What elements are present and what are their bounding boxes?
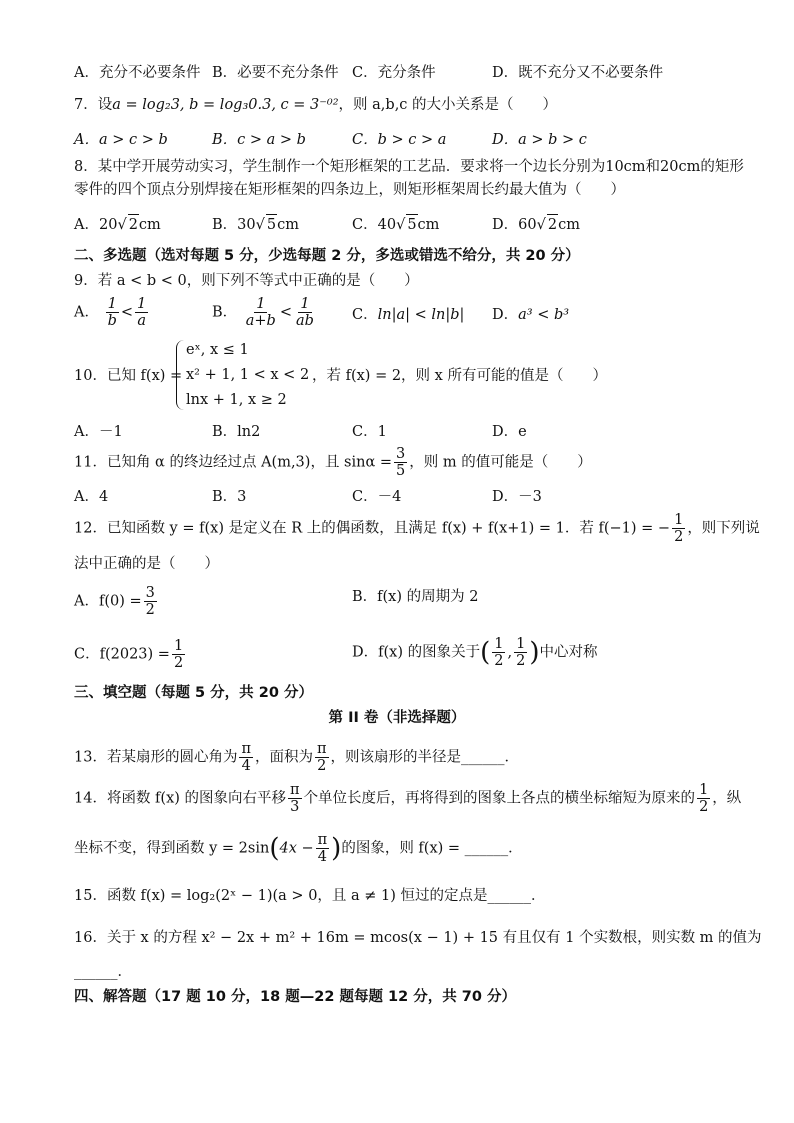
q7-option-b: B．c > a > b bbox=[212, 132, 306, 148]
q6-option-c: C．充分条件 bbox=[352, 65, 436, 81]
q10-option-c: C．1 bbox=[352, 424, 387, 440]
q9-a-frac2: $\frac{1}{a}$ bbox=[137, 296, 147, 329]
q10-brace bbox=[176, 340, 185, 410]
q16-line2: ______． bbox=[74, 964, 132, 980]
q12-line1: 12．已知函数 y = f(x) 是定义在 R 上的偶函数，且满足 f(x) + f(x+1) = 1．若 f(−1) = − $\frac{1}{2}$ ，则下列说 bbox=[74, 512, 760, 545]
part2-title: 第 II 卷（非选择题） bbox=[328, 710, 466, 726]
q10-piece3: lnx + 1, x ≥ 2 bbox=[186, 392, 287, 408]
q11-frac: $\frac{3}{5}$ bbox=[396, 446, 406, 479]
q9-option-d: D．a³ < b³ bbox=[492, 307, 570, 323]
q10-suffix: ，若 f(x) = 2，则 x 所有可能的值是（ ） bbox=[312, 368, 607, 384]
q7-option-c: C．b > c > a bbox=[352, 132, 447, 148]
q9-stem: 9．若 a < b < 0，则下列不等式中正确的是（ ） bbox=[74, 273, 419, 289]
q6-option-d: D．既不充分又不必要条件 bbox=[492, 65, 664, 81]
q10-option-b: B．ln2 bbox=[212, 424, 261, 440]
q12-option-b: B．f(x) 的周期为 2 bbox=[352, 589, 479, 605]
q9-b-frac1: $\frac{1}{a+b}$ bbox=[245, 296, 276, 329]
q7-option-a: A．a > c > b bbox=[74, 132, 168, 148]
q8-line2: 零件的四个顶点分别焊接在矩形框架的四条边上，则矩形框架周长约最大值为（ ） bbox=[74, 182, 625, 198]
q8-option-c: C．40√ 5cm bbox=[352, 214, 439, 235]
q6-option-b: B．必要不充分条件 bbox=[212, 65, 339, 81]
q15-stem: 15．函数 f(x) = log₂(2ˣ − 1)(a > 0，且 a ≠ 1) 恒过的定点是______． bbox=[74, 888, 546, 904]
q13-stem: 13．若某扇形的圆心角为 $\frac{\pi}{4}$ ，面积为 $\frac{\pi}{2}$ ，则该扇形的半径是______． bbox=[74, 741, 520, 774]
section3-title: 三、填空题（每题 5 分，共 20 分） bbox=[74, 685, 313, 701]
q11-option-b: B．3 bbox=[212, 489, 247, 505]
q12-option-c: C．f(2023) = $\frac{1}{2}$ bbox=[74, 638, 184, 671]
q9-a-frac1: $\frac{1}{b}$ bbox=[107, 296, 117, 329]
q7-prefix: 7．设 bbox=[74, 97, 113, 113]
q10-option-a: A．－1 bbox=[74, 424, 123, 440]
q8-option-b: B．30√ 5cm bbox=[212, 214, 299, 235]
q7-suffix: ，则 a,b,c 的大小关系是（ ） bbox=[338, 97, 558, 113]
q6-option-a: A．充分不必要条件 bbox=[74, 65, 201, 81]
q11-option-c: C．－4 bbox=[352, 489, 402, 505]
q10-piece1: eˣ, x ≤ 1 bbox=[186, 342, 249, 358]
q12-option-a: A．f(0) = $\frac{3}{2}$ bbox=[74, 585, 155, 618]
q8-option-a: A．20√ 2cm bbox=[74, 214, 161, 235]
q12-option-d: D．f(x) 的图象关于( $\frac{1}{2}$ , $\frac{1}{2}$ )中心对称 bbox=[352, 636, 598, 669]
q16-line1: 16．关于 x 的方程 x² − 2x + m² + 16m = mcos(x − 1) + 15 有且仅有 1 个实数根，则实数 m 的值为 bbox=[74, 930, 762, 946]
q9-option-c: C．ln|a| < ln|b| bbox=[352, 307, 465, 323]
q7-expr: a = log₂3, b = log₃0.3, c = 3⁻⁰² bbox=[112, 97, 339, 113]
q12-frac: $\frac{1}{2}$ bbox=[674, 512, 684, 545]
q9-option-a: A． $\frac{1}{b}$ < $\frac{1}{a}$ bbox=[74, 296, 147, 329]
q11-stem: 11．已知角 α 的终边经过点 A(m,3)，且 sinα = $\frac{3}{5}$ ，则 m 的值可能是（ ） bbox=[74, 446, 592, 479]
q7-stem bbox=[74, 95, 734, 115]
q14-line1: 14．将函数 f(x) 的图象向右平移 $\frac{\pi}{3}$ 个单位长度后，再将得到的图象上各点的横坐标缩短为原来的 $\frac{1}{2}$ ，纵 bbox=[74, 782, 742, 815]
q10-prefix: 10．已知 f(x) = bbox=[74, 368, 183, 384]
section2-title: 二、多选题（选对每题 5 分，少选每题 2 分，多选或错选不给分，共 20 分） bbox=[74, 248, 580, 264]
q12-line2: 法中正确的是（ ） bbox=[74, 556, 219, 572]
q7-option-d: D．a > b > c bbox=[492, 132, 587, 148]
q10-piece2: x² + 1, 1 < x < 2 bbox=[186, 367, 310, 383]
q11-option-d: D．－3 bbox=[492, 489, 542, 505]
q8-option-d: D．60√ 2cm bbox=[492, 214, 580, 235]
q9-option-b: B． $\frac{1}{a+b}$ < $\frac{1}{ab}$ bbox=[212, 296, 314, 329]
q14-line2: 坐标不变，得到函数 y = 2sin(4x − $\frac{\pi}{4}$ )的图象，则 f(x) = ______． bbox=[74, 832, 523, 865]
q11-option-a: A．4 bbox=[74, 489, 109, 505]
section4-title: 四、解答题（17 题 10 分，18 题—22 题每题 12 分，共 70 分） bbox=[74, 989, 517, 1005]
q10-option-d: D．e bbox=[492, 424, 527, 440]
q9-b-frac2: $\frac{1}{ab}$ bbox=[296, 296, 314, 329]
q8-line1: 8．某中学开展劳动实习，学生制作一个矩形框架的工艺品．要求将一个边长分别为10cm和20cm的矩形 bbox=[74, 159, 744, 175]
